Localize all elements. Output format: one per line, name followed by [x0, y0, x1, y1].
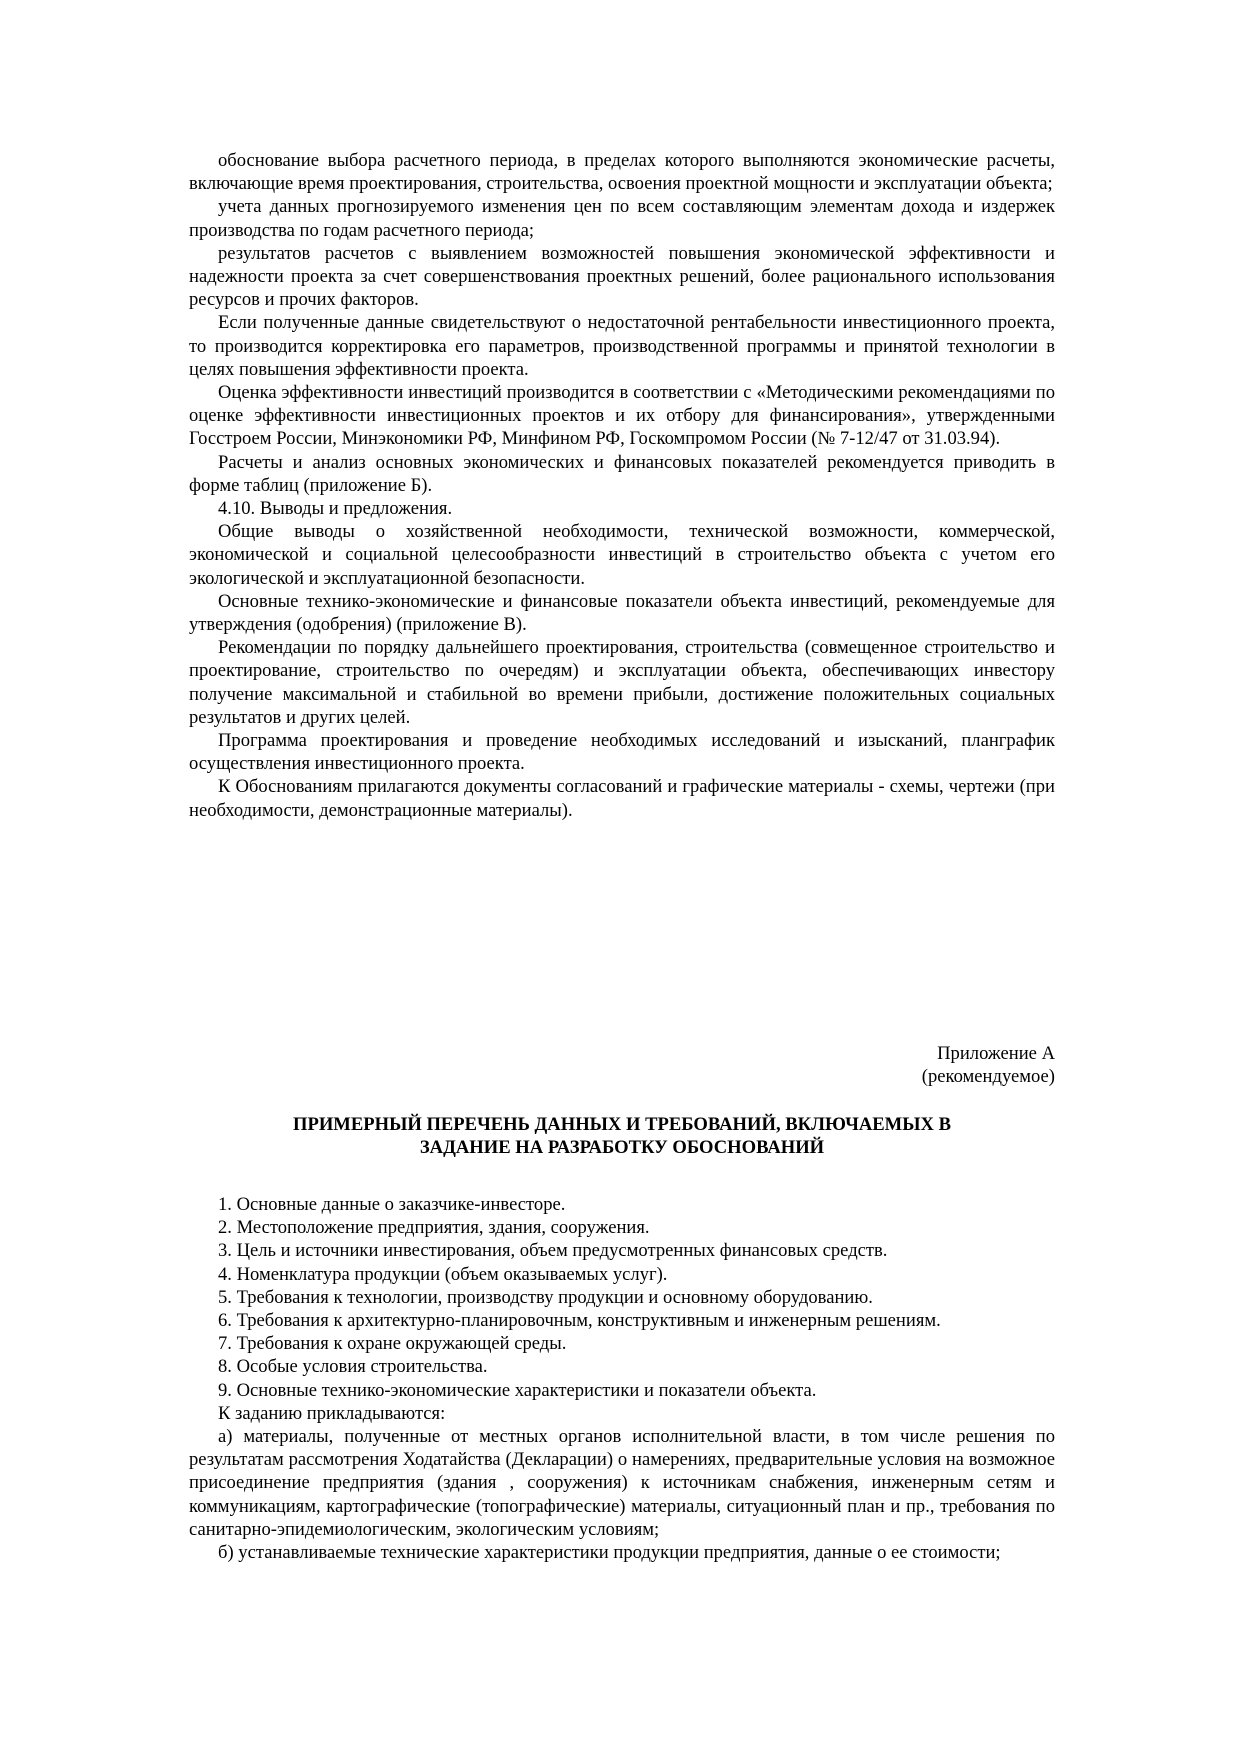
paragraph: Если полученные данные свидетельствуют о недостаточной рентабельности инвестиционного проекта, то производится корректировка его параметров, производственной программы и принятой технологии в целях повышения эффективности проекта. — [189, 312, 1055, 380]
section-body — [189, 149, 1055, 822]
list-item: 7. Требования к охране окружающей среды. — [218, 1333, 567, 1355]
appendix-label-block — [700, 1042, 1055, 1088]
paragraph: Рекомендации по порядку дальнейшего проектирования, строительства (совмещенное строительство и проектирование, строительство по очередям) и эксплуатации объекта, обеспечивающих инвестору получение максимальной и стабильной во времени прибыли, достижение положительных социальных результатов и других целей. — [189, 637, 1055, 728]
attachments-intro: К заданию прикладываются: — [218, 1402, 446, 1424]
section-heading: 4.10. Выводы и предложения. — [218, 498, 453, 520]
appendix-title — [189, 1113, 1055, 1159]
list-item: 9. Основные технико-экономические характеристики и показатели объекта. — [218, 1379, 817, 1401]
paragraph: Программа проектирования и проведение необходимых исследований и изысканий, планграфик осуществления инвестиционного проекта. — [189, 730, 1055, 775]
list-item: 3. Цель и источники инвестирования, объем предусмотренных финансовых средств. — [218, 1240, 888, 1262]
list-item: 8. Особые условия строительства. — [218, 1356, 488, 1378]
list-item: 2. Местоположение предприятия, здания, сооружения. — [218, 1217, 650, 1239]
list-item: 5. Требования к технологии, производству продукции и основному оборудованию. — [218, 1286, 873, 1308]
appendix-body — [189, 1193, 1055, 1564]
paragraph: К Обоснованиям прилагаются документы согласований и графические материалы - схемы, чертежи (при необходимости, демонстрационные материалы). — [189, 776, 1055, 821]
list-item: 1. Основные данные о заказчике-инвесторе. — [218, 1194, 566, 1215]
paragraph: Расчеты и анализ основных экономических и финансовых показателей рекомендуется приводить в форме таблиц (приложение Б). — [189, 451, 1055, 496]
list-item: 6. Требования к архитектурно-планировочным, конструктивным и инженерным решениям. — [218, 1310, 941, 1332]
appendix-label: Приложение А — [937, 1043, 1055, 1064]
attachment-item: б) устанавливаемые технические характеристики продукции предприятия, данные о ее стоимости; — [218, 1542, 1001, 1564]
paragraph: Оценка эффективности инвестиций производится в соответствии с «Методическими рекомендациями по оценке эффективности инвестиционных проектов и их отбору для финансирования», утвержденными Госстроем России, Минэкономики РФ, Минфином РФ, Госкомпромом России (№ 7-12/47 от 31.03.94). — [189, 382, 1055, 450]
paragraph: Основные технико-экономические и финансовые показатели объекта инвестиций, рекомендуемые для утверждения (одобрения) (приложение В). — [189, 590, 1055, 636]
appendix-title-line: ЗАДАНИЕ НА РАЗРАБОТКУ ОБОСНОВАНИЙ — [419, 1137, 825, 1158]
attachment-item: а) материалы, полученные от местных органов исполнительной власти, в том числе решения по результатам рассмотрения Ходатайства (Декларации) о намерениях, предварительные условия на возможное присоединение предприятия (здания , сооружения) к источникам снабжения, инженерным сетям и коммуникациям, картографические (топографические) материалы, ситуационный план и пр., требования по санитарно-эпидемиологическим, экологическим условиям; — [189, 1426, 1055, 1540]
appendix-note: (рекомендуемое) — [921, 1066, 1055, 1088]
paragraph: Общие выводы о хозяйственной необходимости, технической возможности, коммерческой, экономической и социальной целесообразности инвестиций в строительство объекта с учетом его экологической и эксплуатационной безопасности. — [189, 521, 1055, 589]
paragraph: результатов расчетов с выявлением возможностей повышения экономической эффективности и надежности проекта за счет совершенствования проектных решений, более рационального использования ресурсов и прочих факторов. — [189, 242, 1055, 311]
paragraph: обоснование выбора расчетного периода, в пределах которого выполняются экономические расчеты, включающие время проектирования, строительства, освоения проектной мощности и эксплуатации объекта; — [189, 150, 1055, 195]
paragraph: учета данных прогнозируемого изменения цен по всем составляющим элементам дохода и издержек производства по годам расчетного периода; — [189, 196, 1055, 241]
list-item: 4. Номенклатура продукции (объем оказываемых услуг). — [218, 1263, 668, 1285]
appendix-title-line: ПРИМЕРНЫЙ ПЕРЕЧЕНЬ ДАННЫХ И ТРЕБОВАНИЙ, ВКЛЮЧАЕМЫХ В — [293, 1114, 951, 1135]
